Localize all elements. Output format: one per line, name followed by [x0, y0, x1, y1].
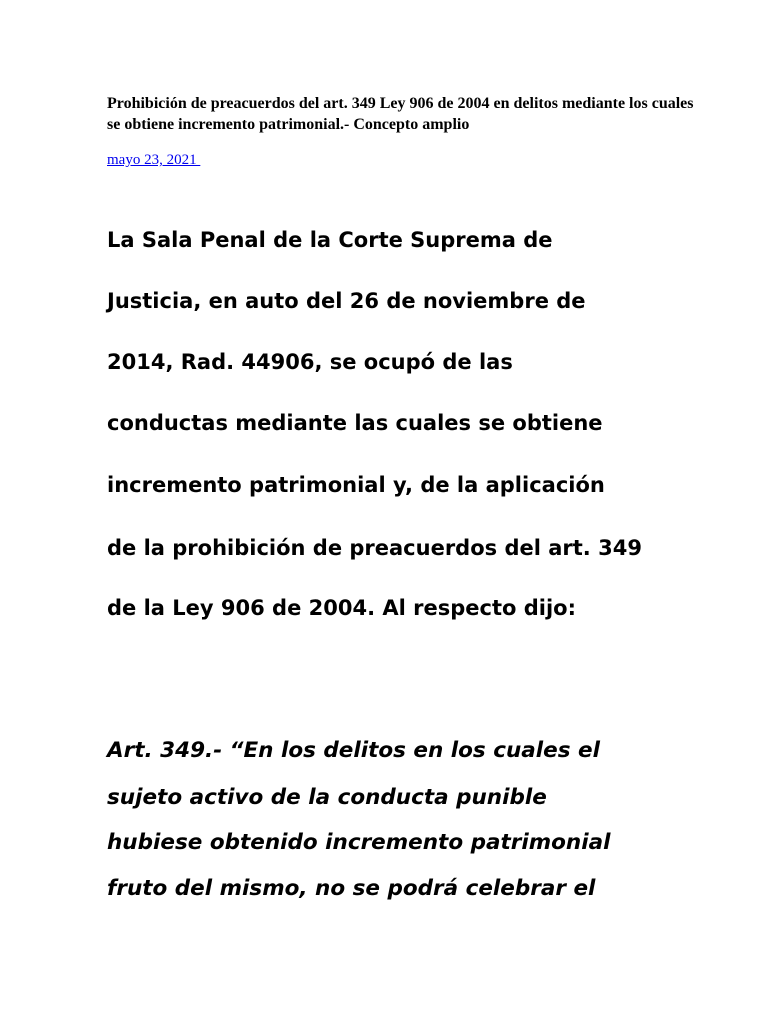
quote-line-3: hubiese obtenido incremento patrimonial: [107, 830, 611, 855]
quote-line-2: sujeto activo de la conducta punible: [107, 785, 547, 810]
paragraph-line-5: incremento patrimonial y, de la aplicación: [107, 473, 605, 497]
paragraph-line-2: Justicia, en auto del 26 de noviembre de: [107, 289, 586, 313]
paragraph-line-6: de la prohibición de preacuerdos del art. 349: [107, 536, 642, 560]
paragraph-line-7: de la Ley 906 de 2004. Al respecto dijo:: [107, 596, 576, 620]
date-link[interactable]: mayo 23, 2021: [107, 152, 201, 168]
paragraph-line-1: La Sala Penal de la Corte Suprema de: [107, 228, 553, 252]
paragraph-line-3: 2014, Rad. 44906, se ocupó de las: [107, 350, 513, 374]
paragraph-line-4: conductas mediante las cuales se obtiene: [107, 411, 603, 435]
quote-line-1: Art. 349.- “En los delitos en los cuales el: [107, 738, 600, 763]
document-title: Prohibición de preacuerdos del art. 349 Ley 906 de 2004 en delitos mediante los cuales se obtiene incremento patrimonial.- Concepto amplio: [107, 95, 694, 133]
quote-line-4: fruto del mismo, no se podrá celebrar el: [107, 876, 596, 901]
